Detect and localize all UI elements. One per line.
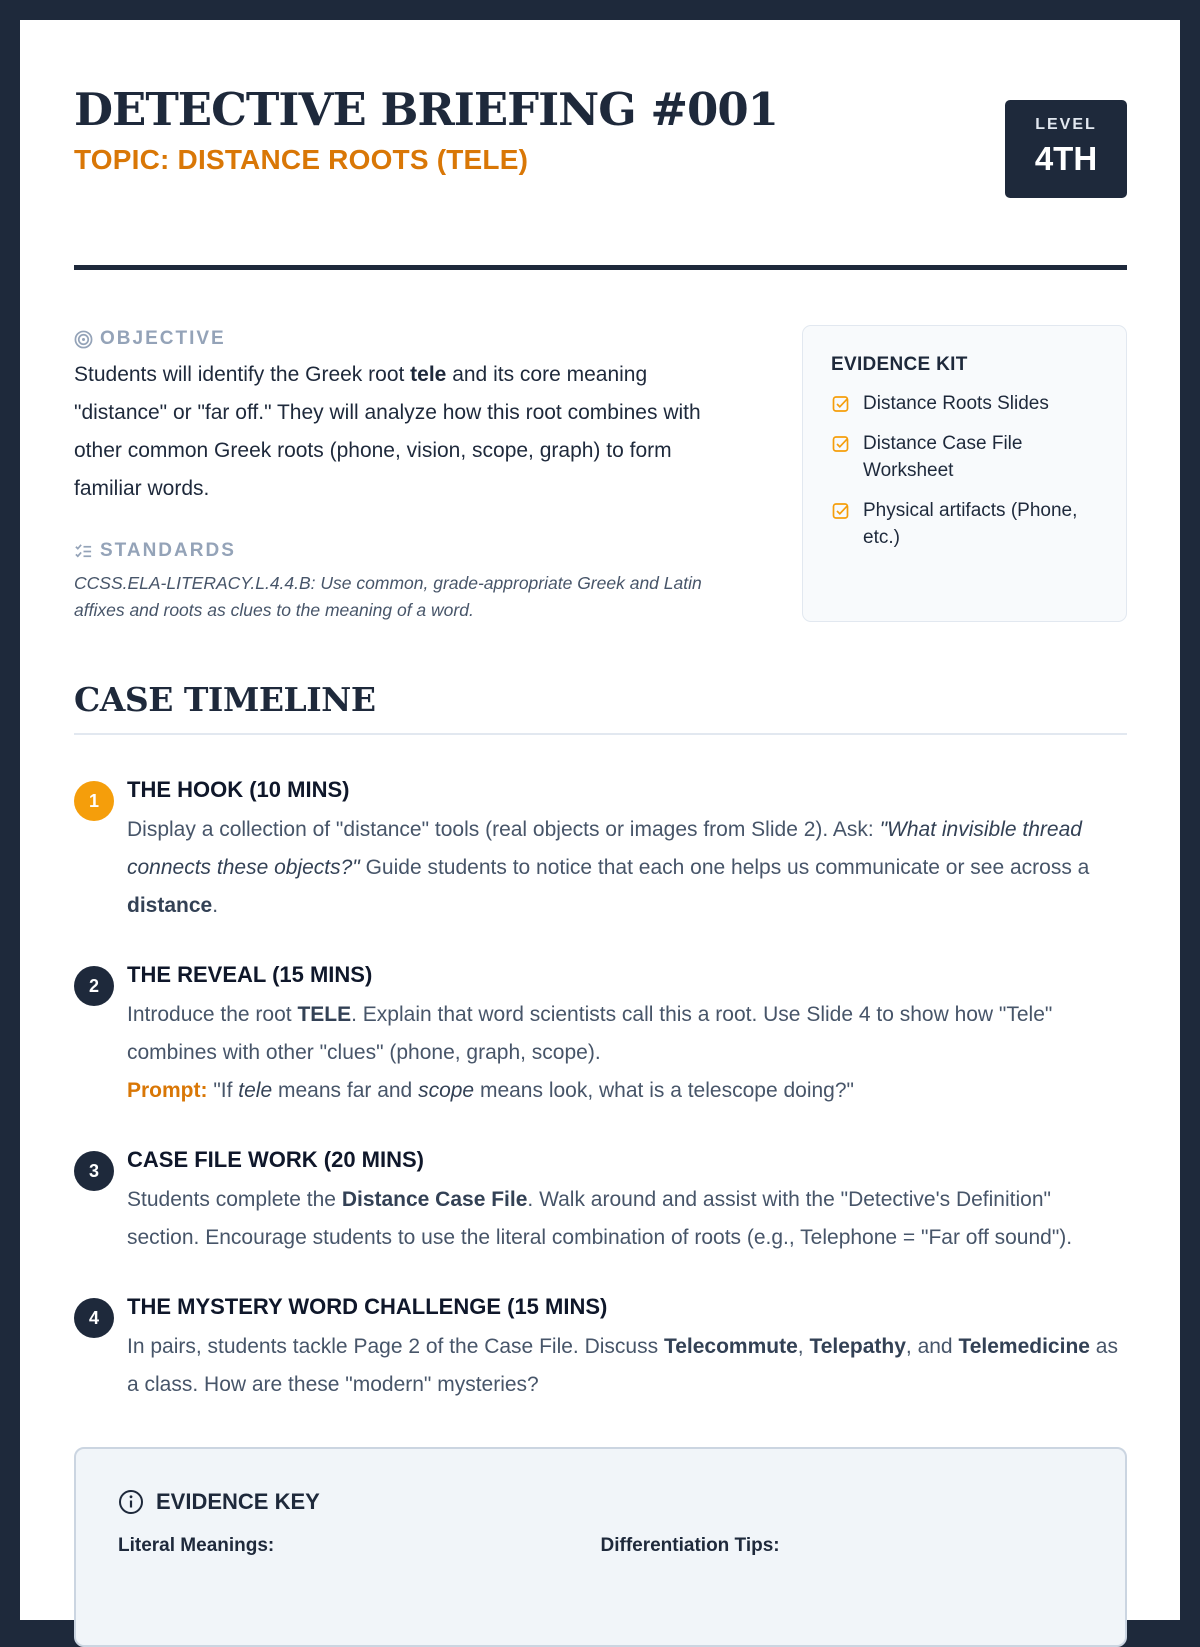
timeline-steps: [74, 777, 1127, 1404]
evidence-key-title: EVIDENCE KEY: [156, 1489, 320, 1514]
step-title: THE MYSTERY WORD CHALLENGE (15 MINS): [127, 1294, 608, 1319]
level-badge: [1005, 100, 1127, 198]
step-text: . Walk around and assist with the "Detective's Definition" section. Encourage students to use the literal combination of roots (e.g., Telephone = "Far off sound").: [127, 1188, 1073, 1249]
checklist-icon: [74, 542, 93, 561]
evidence-kit-item: [831, 497, 1098, 551]
step-text: means far and: [272, 1079, 419, 1102]
step-keyword: TELE: [297, 1003, 352, 1026]
checkbox-icon: [831, 434, 851, 454]
step-title: THE REVEAL (15 MINS): [127, 962, 373, 987]
step-question: "What invisible thread connects these objects?": [127, 818, 1082, 879]
step-number-badge: 2: [74, 966, 114, 1006]
standards-block: [74, 540, 744, 624]
evidence-kit-item: [831, 430, 1098, 484]
objective-text: [74, 356, 744, 508]
evidence-kit-item-label: Physical artifacts (Phone, etc.): [863, 500, 1078, 548]
intro-left-column: [74, 328, 744, 624]
step-keyword: Distance Case File: [341, 1188, 528, 1211]
case-timeline-section: [74, 680, 1127, 1404]
timeline-step: [74, 777, 1127, 925]
evidence-kit-item: [831, 390, 1098, 417]
step-text: Introduce the root: [127, 1003, 298, 1026]
evidence-kit-list: [831, 390, 1098, 551]
evidence-kit-title: EVIDENCE KIT: [831, 354, 968, 375]
step-text: as a class. How are these "modern" mysteries?: [127, 1335, 1118, 1396]
briefing-header: [74, 80, 1127, 270]
evidence-kit-item-label: Distance Roots Slides: [863, 393, 1049, 414]
objective-text-part: and its core meaning "distance" or "far off." They will analyze how this root combines with other common Greek roots (phone, vision, scope, graph) to form familiar words.: [74, 363, 701, 500]
lesson-sheet: [20, 20, 1180, 1620]
step-number-badge: 4: [74, 1298, 114, 1338]
standards-heading: [74, 540, 744, 562]
differentiation-tips-label: Differentiation Tips:: [600, 1535, 780, 1556]
step-description: [127, 811, 1127, 925]
level-value: 4TH: [1034, 140, 1098, 177]
step-title: CASE FILE WORK (20 MINS): [127, 1147, 425, 1172]
step-title: THE HOOK (10 MINS): [127, 777, 350, 802]
step-keyword: Telepathy: [809, 1335, 906, 1358]
objective-root-word: tele: [410, 363, 447, 386]
objective-text-part: Students will identify the Greek root: [74, 363, 411, 386]
step-description: [127, 1181, 1127, 1257]
step-text: means look, what is a telescope doing?": [474, 1079, 854, 1102]
level-label: LEVEL: [1035, 116, 1097, 133]
standards-label: STANDARDS: [100, 540, 236, 561]
checkbox-icon: [831, 394, 851, 414]
intro-section: [74, 270, 1127, 680]
topic-subtitle: TOPIC: DISTANCE ROOTS (TELE): [74, 144, 529, 175]
timeline-step: [74, 1147, 1127, 1257]
step-text: In pairs, students tackle Page 2 of the Case File. Discuss: [127, 1335, 664, 1358]
step-keyword: distance: [127, 894, 213, 917]
page-title: DETECTIVE BRIEFING #001: [74, 83, 778, 136]
target-icon: [74, 330, 93, 349]
evidence-kit-panel: [802, 325, 1127, 622]
step-keyword: Telecommute: [663, 1335, 798, 1358]
standards-text: CCSS.ELA-LITERACY.L.4.4.B: Use common, grade-appropriate Greek and Latin affixes and roots as clues to the meaning of a word.: [74, 573, 702, 620]
objective-heading: [74, 328, 744, 350]
step-text: Students complete the: [127, 1188, 342, 1211]
step-number-badge: 3: [74, 1151, 114, 1191]
info-icon: [118, 1489, 144, 1515]
evidence-key-panel: [74, 1447, 1127, 1647]
objective-label: OBJECTIVE: [100, 328, 226, 349]
literal-meanings-label: Literal Meanings:: [118, 1535, 275, 1556]
step-text: . Explain that word scientists call this a root. Use Slide 4 to show how "Tele" combines with other "clues" (phone, graph, scope).: [127, 1003, 1053, 1064]
step-emphasis: scope: [418, 1079, 475, 1102]
step-text: Display a collection of "distance" tools (real objects or images from Slide 2). Ask:: [127, 818, 880, 841]
timeline-step: [74, 1294, 1127, 1404]
step-text: , and: [905, 1335, 959, 1358]
checkbox-icon: [831, 501, 851, 521]
timeline-title: CASE TIMELINE: [74, 680, 1127, 735]
evidence-key-heading: [118, 1489, 1083, 1515]
step-text: .: [212, 894, 219, 917]
step-keyword: Telemedicine: [958, 1335, 1090, 1358]
step-text: "If: [207, 1079, 239, 1102]
evidence-key-columns: [118, 1535, 1083, 1557]
step-description: [127, 1328, 1127, 1404]
prompt-label: Prompt:: [127, 1079, 208, 1102]
evidence-kit-item-label: Distance Case File Worksheet: [863, 433, 1023, 481]
step-description: [127, 996, 1127, 1110]
step-number-badge: 1: [74, 781, 114, 821]
step-emphasis: tele: [238, 1079, 273, 1102]
step-text: ,: [797, 1335, 810, 1358]
timeline-step: [74, 962, 1127, 1110]
step-text: Guide students to notice that each one helps us communicate or see across a: [359, 856, 1090, 879]
